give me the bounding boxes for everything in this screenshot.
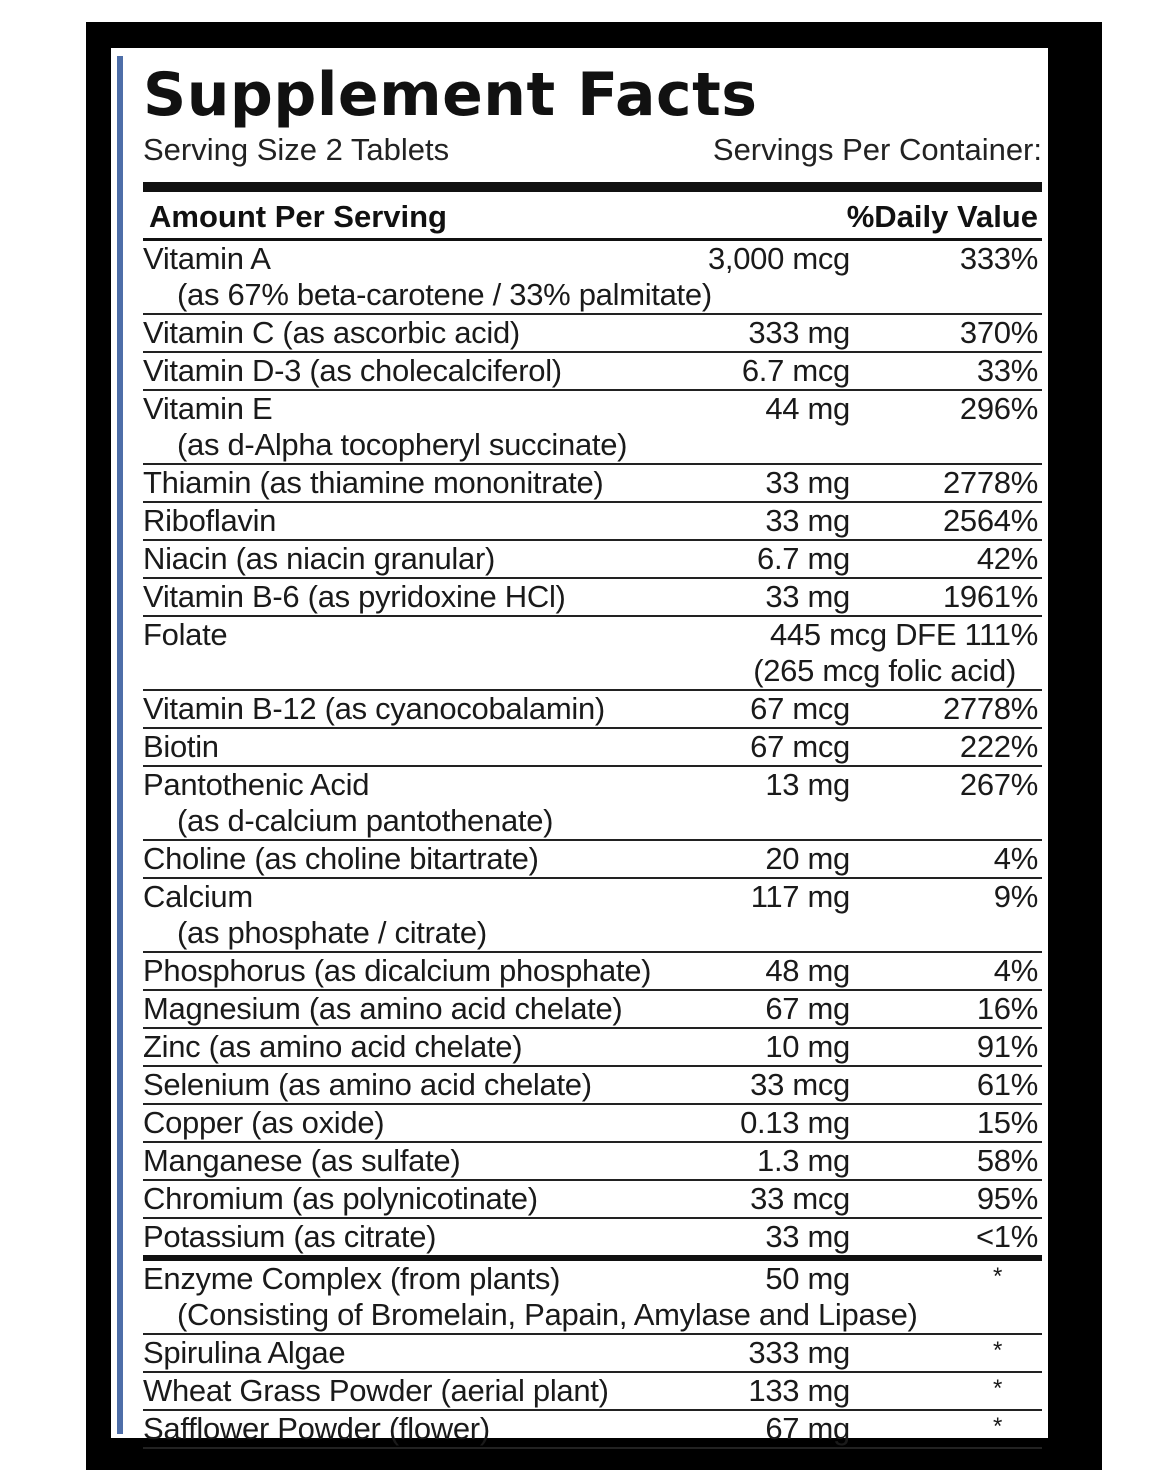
row-line [143,991,1042,1027]
nutrient-amount: 33 mg [765,1219,850,1254]
servings-per-container: Servings Per Container: [712,132,1042,167]
nutrient-row [143,1029,1042,1067]
nutrient-row [143,353,1042,391]
nutrient-name: Chromium (as polynicotinate) [143,1181,538,1216]
nutrient-name: Phosphorus (as dicalcium phosphate) [143,953,652,988]
row-line [143,617,1042,653]
nutrient-source: (as d-Alpha tocopheryl succinate) [177,427,628,462]
other-ingredient-list [143,1261,1042,1447]
nutrient-name: Safflower Powder (flower) [143,1411,490,1446]
row-line [143,691,1042,727]
daily-value: 42% [976,541,1038,576]
nutrient-amount: 13 mg [765,767,850,802]
nutrient-amount: 48 mg [765,953,850,988]
row-subline [143,653,1042,689]
nutrient-row [143,1105,1042,1143]
nutrient-name: Enzyme Complex (from plants) [143,1261,561,1296]
row-subline [143,803,1042,839]
daily-value: 91% [976,1029,1038,1064]
row-line [143,1067,1042,1103]
nutrient-name: Wheat Grass Powder (aerial plant) [143,1373,609,1408]
daily-value: 222% [959,729,1038,764]
thick-divider [143,182,1042,192]
nutrient-name: Manganese (as sulfate) [143,1143,461,1178]
daily-value: 267% [959,767,1038,802]
daily-value: * [992,1263,1002,1290]
row-line [143,953,1042,989]
daily-value: 16% [976,991,1038,1026]
daily-value: <1% [975,1219,1038,1254]
nutrient-row [143,841,1042,879]
nutrient-row [143,691,1042,729]
daily-value: * [992,1413,1002,1440]
nutrient-row [143,579,1042,617]
ingredient-row [143,1261,1042,1335]
nutrient-row [143,729,1042,767]
row-line [143,767,1042,803]
nutrient-amount: 33 mcg [750,1181,850,1216]
nutrient-name: Biotin [143,729,219,764]
nutrient-row [143,315,1042,353]
serving-size: Serving Size 2 Tablets [143,132,450,167]
amount-per-serving-header: Amount Per Serving [149,199,447,234]
row-line [143,1373,1042,1409]
nutrient-row [143,1219,1042,1255]
nutrient-name: Spirulina Algae [143,1335,346,1370]
nutrient-amount: 333 mg [748,1335,850,1370]
nutrient-name: Niacin (as niacin granular) [143,541,496,576]
nutrient-amount: 117 mg [750,879,850,914]
daily-value: 2564% [942,503,1038,538]
nutrient-amount: 10 mg [765,1029,850,1064]
row-line [143,1029,1042,1065]
nutrient-row [143,767,1042,841]
row-subline [143,277,1042,313]
row-line [143,1143,1042,1179]
nutrient-amount: 50 mg [765,1261,850,1296]
row-line [143,1261,1042,1297]
nutrient-row [143,541,1042,579]
nutrient-row [143,241,1042,315]
row-subline [143,1297,1042,1333]
row-line [143,1411,1042,1447]
nutrient-name: Vitamin E [143,391,273,426]
nutrient-amount: 67 mg [765,991,850,1026]
nutrient-list [143,241,1042,1255]
nutrient-name: Vitamin A [143,241,271,276]
row-line [143,391,1042,427]
nutrient-row [143,1181,1042,1219]
daily-value: 333% [959,241,1038,276]
row-line [143,729,1042,765]
nutrient-amount: 33 mg [765,579,850,614]
row-line [143,579,1042,615]
daily-value: 4% [993,841,1038,876]
daily-value: 296% [959,391,1038,426]
daily-value: 15% [976,1105,1038,1140]
daily-value: 370% [959,315,1038,350]
nutrient-source: (as 67% beta-carotene / 33% palmitate) [177,277,712,312]
nutrient-name: Riboflavin [143,503,277,538]
nutrient-amount: 67 mg [765,1411,850,1446]
nutrient-name: Copper (as oxide) [143,1105,385,1140]
nutrient-name: Vitamin C (as ascorbic acid) [143,315,520,350]
daily-value: * [992,1375,1002,1402]
row-line [143,1335,1042,1371]
ingredient-row [143,1373,1042,1411]
nutrient-amount: 333 mg [748,315,850,350]
nutrient-amount: 6.7 mcg [741,353,850,388]
daily-value: 2778% [942,691,1038,726]
nutrient-amount: 33 mg [765,465,850,500]
blue-edge-stripe [117,56,123,1434]
nutrient-row [143,503,1042,541]
ingredient-row [143,1335,1042,1373]
supplement-facts-label [143,62,1042,1449]
nutrient-row [143,879,1042,953]
nutrient-amount: 20 mg [765,841,850,876]
row-line [143,879,1042,915]
row-line [143,841,1042,877]
daily-value: 2778% [942,465,1038,500]
nutrient-name: Calcium [143,879,253,914]
serving-info [143,130,1042,176]
row-line [143,353,1042,389]
daily-value: 61% [976,1067,1038,1102]
row-line [143,315,1042,351]
nutrient-amount: 67 mcg [750,691,850,726]
nutrient-name: Folate [143,617,228,652]
nutrient-name: Selenium (as amino acid chelate) [143,1067,592,1102]
nutrient-name: Zinc (as amino acid chelate) [143,1029,523,1064]
row-line [143,541,1042,577]
nutrient-source: (Consisting of Bromelain, Papain, Amylase and Lipase) [177,1297,918,1332]
nutrient-source: (as phosphate / citrate) [177,915,487,950]
row-line [143,465,1042,501]
nutrient-amount: 1.3 mg [757,1143,850,1178]
nutrient-row [143,1143,1042,1181]
row-line [143,1219,1042,1255]
nutrient-amount: 33 mcg [750,1067,850,1102]
nutrient-amount: 445 mcg DFE 111% [769,617,1038,652]
nutrient-source: (as d-calcium pantothenate) [177,803,554,838]
nutrient-name: Pantothenic Acid [143,767,370,802]
bottom-rule [143,1447,1042,1449]
row-line [143,241,1042,277]
row-subline [143,427,1042,463]
nutrient-row [143,617,1042,691]
row-line [143,1181,1042,1217]
nutrient-name: Vitamin D-3 (as cholecalciferol) [143,353,562,388]
nutrient-amount: 6.7 mg [757,541,850,576]
nutrient-row [143,391,1042,465]
nutrient-name: Potassium (as citrate) [143,1219,437,1254]
folic-acid-note: (265 mcg folic acid) [753,653,1016,688]
nutrient-amount: 33 mg [765,503,850,538]
label-title: Supplement Facts [143,60,758,130]
daily-value: * [992,1337,1002,1364]
row-subline [143,915,1042,951]
daily-value: 9% [993,879,1038,914]
nutrient-row [143,953,1042,991]
daily-value: 33% [976,353,1038,388]
daily-value: 95% [976,1181,1038,1216]
daily-value: 1961% [942,579,1038,614]
daily-value: 58% [976,1143,1038,1178]
nutrient-amount: 67 mcg [750,729,850,764]
row-line [143,503,1042,539]
nutrient-row [143,465,1042,503]
ingredient-row [143,1411,1042,1447]
nutrient-amount: 44 mg [765,391,850,426]
nutrient-row [143,1067,1042,1105]
nutrient-amount: 0.13 mg [740,1105,850,1140]
nutrient-row [143,991,1042,1029]
column-header [143,192,1042,234]
nutrient-name: Thiamin (as thiamine mononitrate) [143,465,604,500]
nutrient-amount: 133 mg [748,1373,850,1408]
nutrient-name: Vitamin B-12 (as cyanocobalamin) [143,691,605,726]
daily-value-header: %Daily Value [846,199,1038,234]
nutrient-amount: 3,000 mcg [707,241,850,276]
nutrient-name: Choline (as choline bitartrate) [143,841,539,876]
nutrient-name: Magnesium (as amino acid chelate) [143,991,623,1026]
daily-value: 4% [993,953,1038,988]
nutrient-name: Vitamin B-6 (as pyridoxine HCl) [143,579,566,614]
row-line [143,1105,1042,1141]
